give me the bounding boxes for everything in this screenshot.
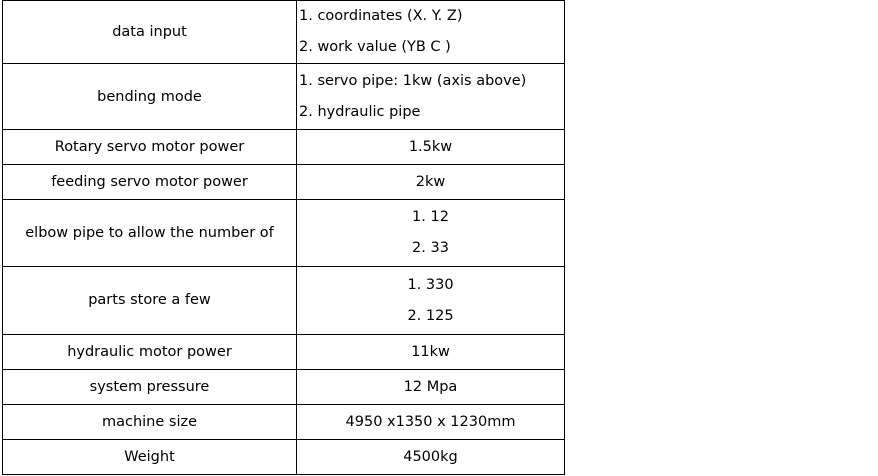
spec-value: 12 Mpa [297, 370, 565, 405]
table-row-feeding-servo-power [3, 165, 565, 200]
spec-value-line: 2. work value (YB C ) [299, 39, 451, 55]
table-row-bending-mode [3, 64, 565, 130]
table-row-parts-store [3, 267, 565, 335]
table-row-weight [3, 440, 565, 475]
spec-value: 11kw [297, 335, 565, 370]
spec-value [297, 200, 565, 267]
spec-label-text: parts store a few [88, 292, 211, 308]
spec-label: elbow pipe to allow the number of [3, 200, 297, 267]
table-row-rotary-servo-power [3, 130, 565, 165]
table-row-hydraulic-motor-power [3, 335, 565, 370]
table-row-machine-size [3, 405, 565, 440]
spec-label [3, 267, 297, 335]
spec-value: 2kw [297, 165, 565, 200]
spec-label: bending mode [3, 64, 297, 130]
spec-value-line: 2. hydraulic pipe [299, 103, 421, 120]
spec-label: Rotary servo motor power [3, 130, 297, 165]
spec-label: data input [3, 1, 297, 64]
table-row-data-input [3, 1, 565, 64]
spec-label: hydraulic motor power [3, 335, 297, 370]
spec-value: 1.5kw [297, 130, 565, 165]
spec-label: feeding servo motor power [3, 165, 297, 200]
spec-label: system pressure [3, 370, 297, 405]
spec-value-line: 1. 12 [412, 209, 449, 225]
spec-value [297, 64, 565, 130]
table-row-elbow-pipe [3, 200, 565, 267]
spec-value-line: 1. coordinates (X. Y. Z) [299, 8, 463, 24]
spec-value: 4950 x1350 x 1230mm [297, 405, 565, 440]
spec-table [2, 0, 565, 475]
spec-label: machine size [3, 405, 297, 440]
spec-value-line: 1. 330 [407, 276, 454, 293]
spec-value-line: 2. 33 [412, 240, 449, 256]
spec-value [297, 1, 565, 64]
spec-value-line: 2. 125 [407, 307, 454, 324]
spec-value-line: 1. servo pipe: 1kw (axis above) [299, 72, 527, 89]
table-row-system-pressure [3, 370, 565, 405]
spec-label: Weight [3, 440, 297, 475]
spec-value [297, 267, 565, 335]
spec-value: 4500kg [297, 440, 565, 475]
